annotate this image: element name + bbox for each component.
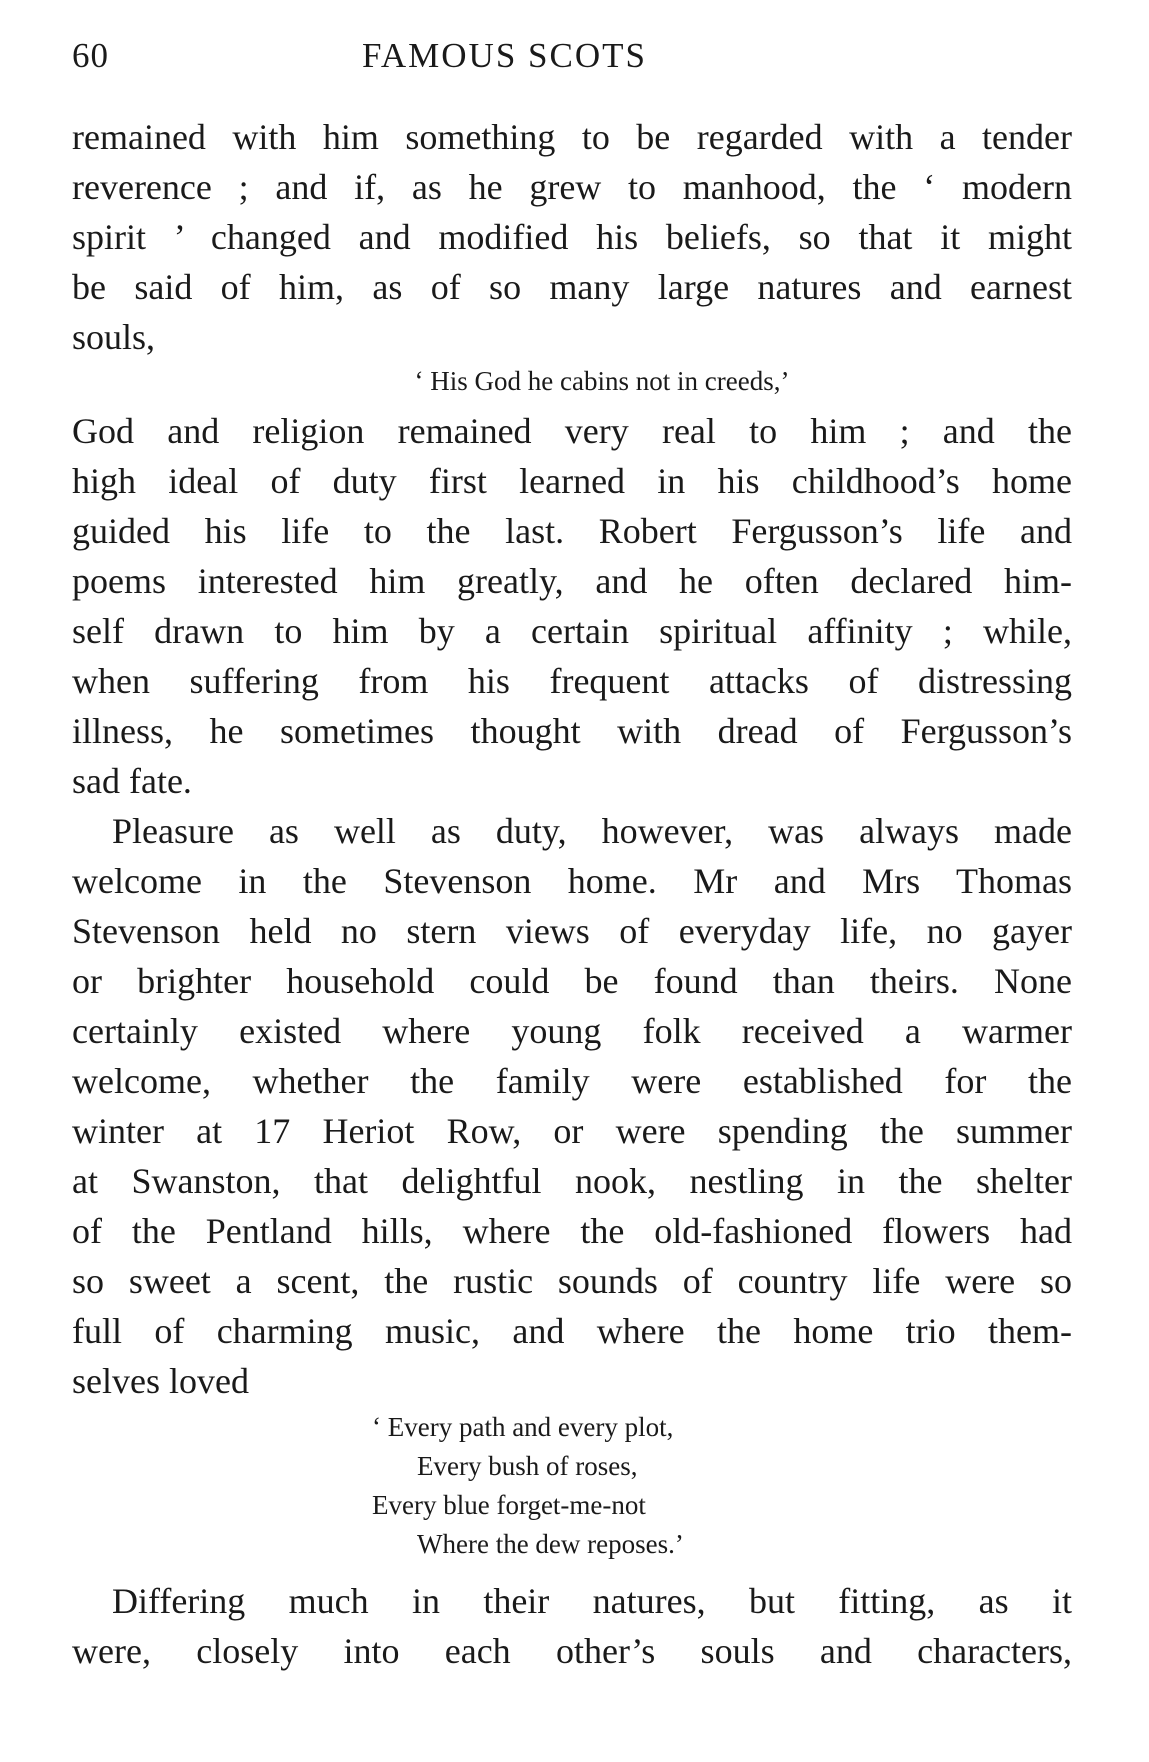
running-head (72, 30, 1072, 86)
text-line: sad fate. (72, 761, 192, 801)
text-line: so sweet a scent, the rustic sounds of country life were so (72, 1261, 1072, 1301)
verse-line: Where the dew reposes.’ (417, 1529, 684, 1559)
text-line: or brighter household could be found than theirs. None (72, 961, 1072, 1001)
verse-line: Every blue forget-me-not (372, 1490, 646, 1520)
text-line: winter at 17 Heriot Row, or were spending the summer (72, 1111, 1072, 1151)
verse-quotation (72, 1408, 1072, 1564)
paragraph-4 (72, 1576, 1072, 1676)
text-line: be said of him, as of so many large natures and earnest (72, 267, 1072, 307)
text-line: Stevenson held no stern views of everyday life, no gayer (72, 911, 1072, 951)
running-title: FAMOUS SCOTS (362, 36, 647, 75)
text-line: spirit ’ changed and modified his beliefs, so that it might (72, 217, 1072, 257)
text-line: full of charming music, and where the home trio them- (72, 1311, 1072, 1351)
page-number: 60 (72, 36, 109, 75)
text-line: remained with him something to be regarded with a tender (72, 117, 1072, 157)
text-line: of the Pentland hills, where the old-fashioned flowers had (72, 1211, 1072, 1251)
text-line: welcome, whether the family were established for the (72, 1061, 1072, 1101)
paragraph-1 (72, 112, 1072, 362)
text-line: when suffering from his frequent attacks of distressing (72, 661, 1072, 701)
text-line: high ideal of duty first learned in his childhood’s home (72, 461, 1072, 501)
text-line: at Swanston, that delightful nook, nestling in the shelter (72, 1161, 1072, 1201)
text-line: self drawn to him by a certain spiritual affinity ; while, (72, 611, 1072, 651)
text-line: welcome in the Stevenson home. Mr and Mrs Thomas (72, 861, 1072, 901)
text-line: God and religion remained very real to him ; and the (72, 411, 1072, 451)
body-text (72, 112, 1072, 1676)
paragraph-2 (72, 406, 1072, 806)
verse-line: ‘ Every path and every plot, (372, 1412, 674, 1442)
text-line: were, closely into each other’s souls and characters, (72, 1631, 1072, 1671)
text-line: souls, (72, 317, 156, 357)
text-line: Differing much in their natures, but fitting, as it (112, 1581, 1072, 1621)
text-line: illness, he sometimes thought with dread of Fergusson’s (72, 711, 1072, 751)
verse-line: Every bush of roses, (417, 1451, 638, 1481)
text-line: poems interested him greatly, and he often declared him- (72, 561, 1072, 601)
paragraph-3 (72, 806, 1072, 1406)
text-line: Pleasure as well as duty, however, was always made (112, 811, 1072, 851)
text-line: certainly existed where young folk received a warmer (72, 1011, 1072, 1051)
text-line: selves loved (72, 1361, 249, 1401)
quotation-creeds: ‘ His God he cabins not in creeds,’ (414, 366, 790, 396)
text-line: guided his life to the last. Robert Fergusson’s life and (72, 511, 1072, 551)
text-line: reverence ; and if, as he grew to manhood, the ‘ modern (72, 167, 1072, 207)
